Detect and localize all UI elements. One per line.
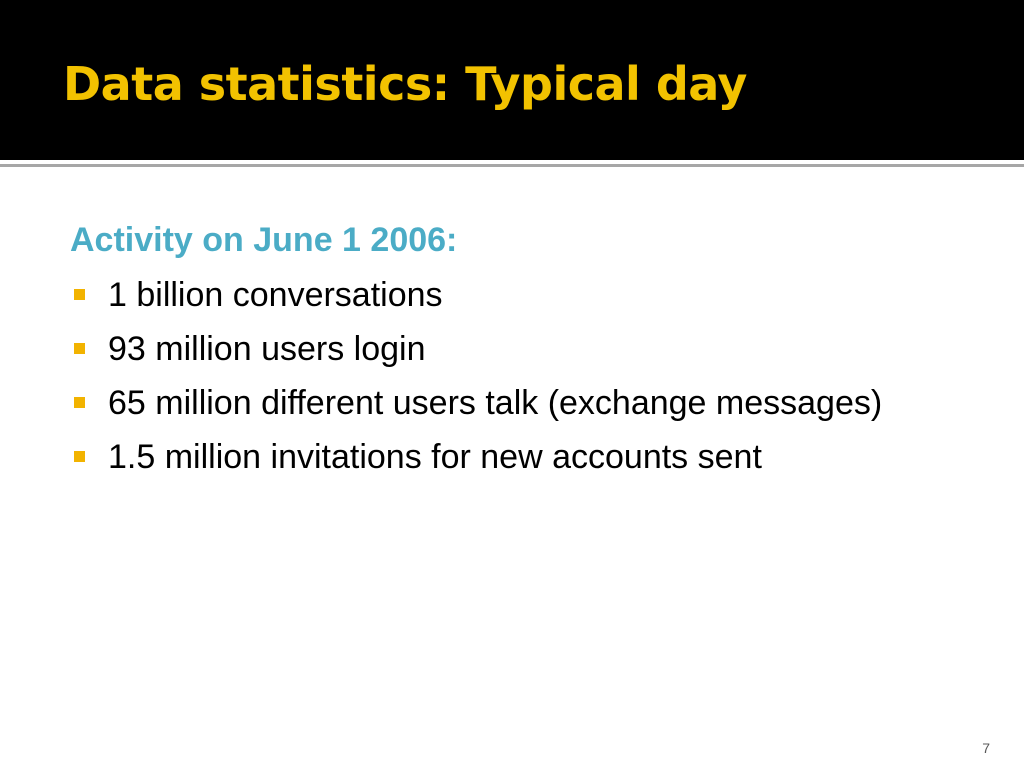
- square-bullet-icon: [74, 451, 85, 462]
- bullet-item: [70, 268, 970, 322]
- bullet-list: [70, 268, 970, 484]
- page-number: 7: [982, 740, 990, 756]
- square-bullet-icon: [74, 289, 85, 300]
- slide-content: [70, 215, 970, 484]
- bullet-text: 1.5 million invitations for new accounts sent: [108, 438, 762, 476]
- bullet-item: [70, 376, 970, 430]
- title-bar: [0, 0, 1024, 160]
- bullet-text: 93 million users login: [108, 330, 426, 368]
- bullet-item: [70, 430, 970, 484]
- square-bullet-icon: [74, 397, 85, 408]
- square-bullet-icon: [74, 343, 85, 354]
- bullet-text: 65 million different users talk (exchange messages): [108, 384, 883, 422]
- slide-title: Data statistics: Typical day: [63, 57, 747, 111]
- subheading: Activity on June 1 2006:: [70, 221, 458, 259]
- bullet-text: 1 billion conversations: [108, 276, 443, 314]
- title-divider: [0, 164, 1024, 167]
- bullet-item: [70, 322, 970, 376]
